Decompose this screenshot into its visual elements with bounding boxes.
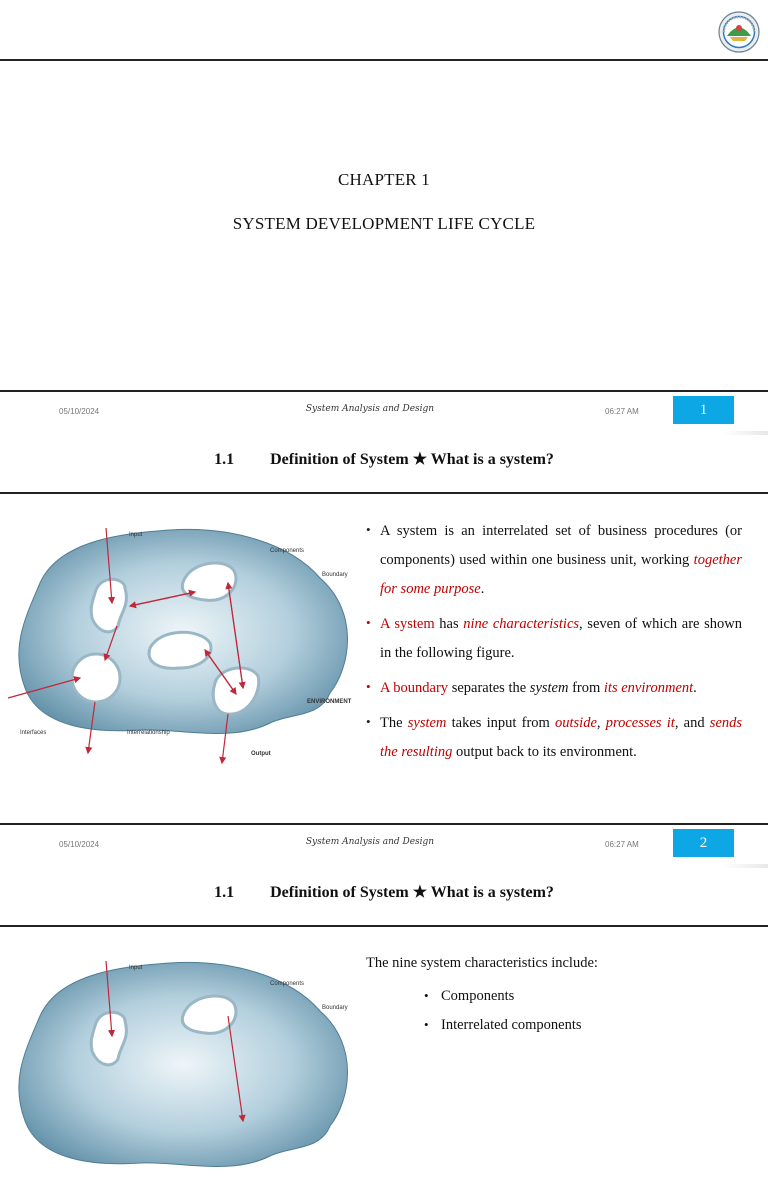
section-heading: Definition of System ★ What is a system?: [270, 451, 554, 468]
page-number-badge: 2: [673, 829, 734, 857]
chapter-number: CHAPTER 1: [337, 170, 430, 189]
bullet-3: • A boundary separates the system from its environment.: [366, 674, 742, 703]
university-seal-logo: [718, 11, 760, 53]
label-input: Input: [129, 965, 143, 971]
definition-bullets: [366, 517, 742, 773]
section-number: 1.1: [214, 884, 235, 901]
section-title: [0, 882, 768, 902]
section-number: 1.1: [214, 451, 235, 468]
footer-date: 05/10/2024: [59, 840, 100, 849]
footer-course-title: System Analysis and Design: [305, 404, 435, 414]
chapter-title: SYSTEM DEVELOPMENT LIFE CYCLE: [232, 214, 536, 233]
page-number-badge: 1: [673, 396, 734, 424]
label-interfaces: Interfaces: [20, 730, 47, 736]
footer-date: 05/10/2024: [59, 407, 100, 416]
section-heading: Definition of System ★ What is a system?: [270, 884, 554, 901]
characteristics-intro: The nine system characteristics include:: [366, 955, 598, 971]
footer-course-title: System Analysis and Design: [305, 837, 435, 847]
label-components: Components: [270, 981, 305, 987]
list-item: • Components: [424, 982, 582, 1011]
bullet-2: • A system has nine characteristics, seven of which are shown in the following figure.: [366, 610, 742, 668]
list-item: • Interrelated components: [424, 1011, 582, 1040]
bullet-1: • A system is an interrelated set of business procedures (or components) used within one business unit, working together for some purpose.: [366, 517, 742, 604]
label-interrelationship: Interrelationship: [127, 730, 170, 736]
footer-time: 06:27 AM: [605, 407, 639, 416]
label-environment: ENVIRONMENT: [307, 699, 352, 705]
section-title: [0, 449, 768, 469]
label-components: Components: [270, 548, 305, 554]
system-diagram: [0, 518, 362, 768]
footer-time: 06:27 AM: [605, 840, 639, 849]
label-input: Input: [129, 532, 143, 538]
characteristics-list: [424, 982, 582, 1040]
label-output: Output: [251, 751, 271, 757]
label-boundary: Boundary: [322, 1005, 348, 1011]
bullet-4: • The system takes input from outside, processes it, and sends the resulting output back to its environment.: [366, 709, 742, 767]
system-diagram: [0, 951, 362, 1201]
label-boundary: Boundary: [322, 572, 348, 578]
